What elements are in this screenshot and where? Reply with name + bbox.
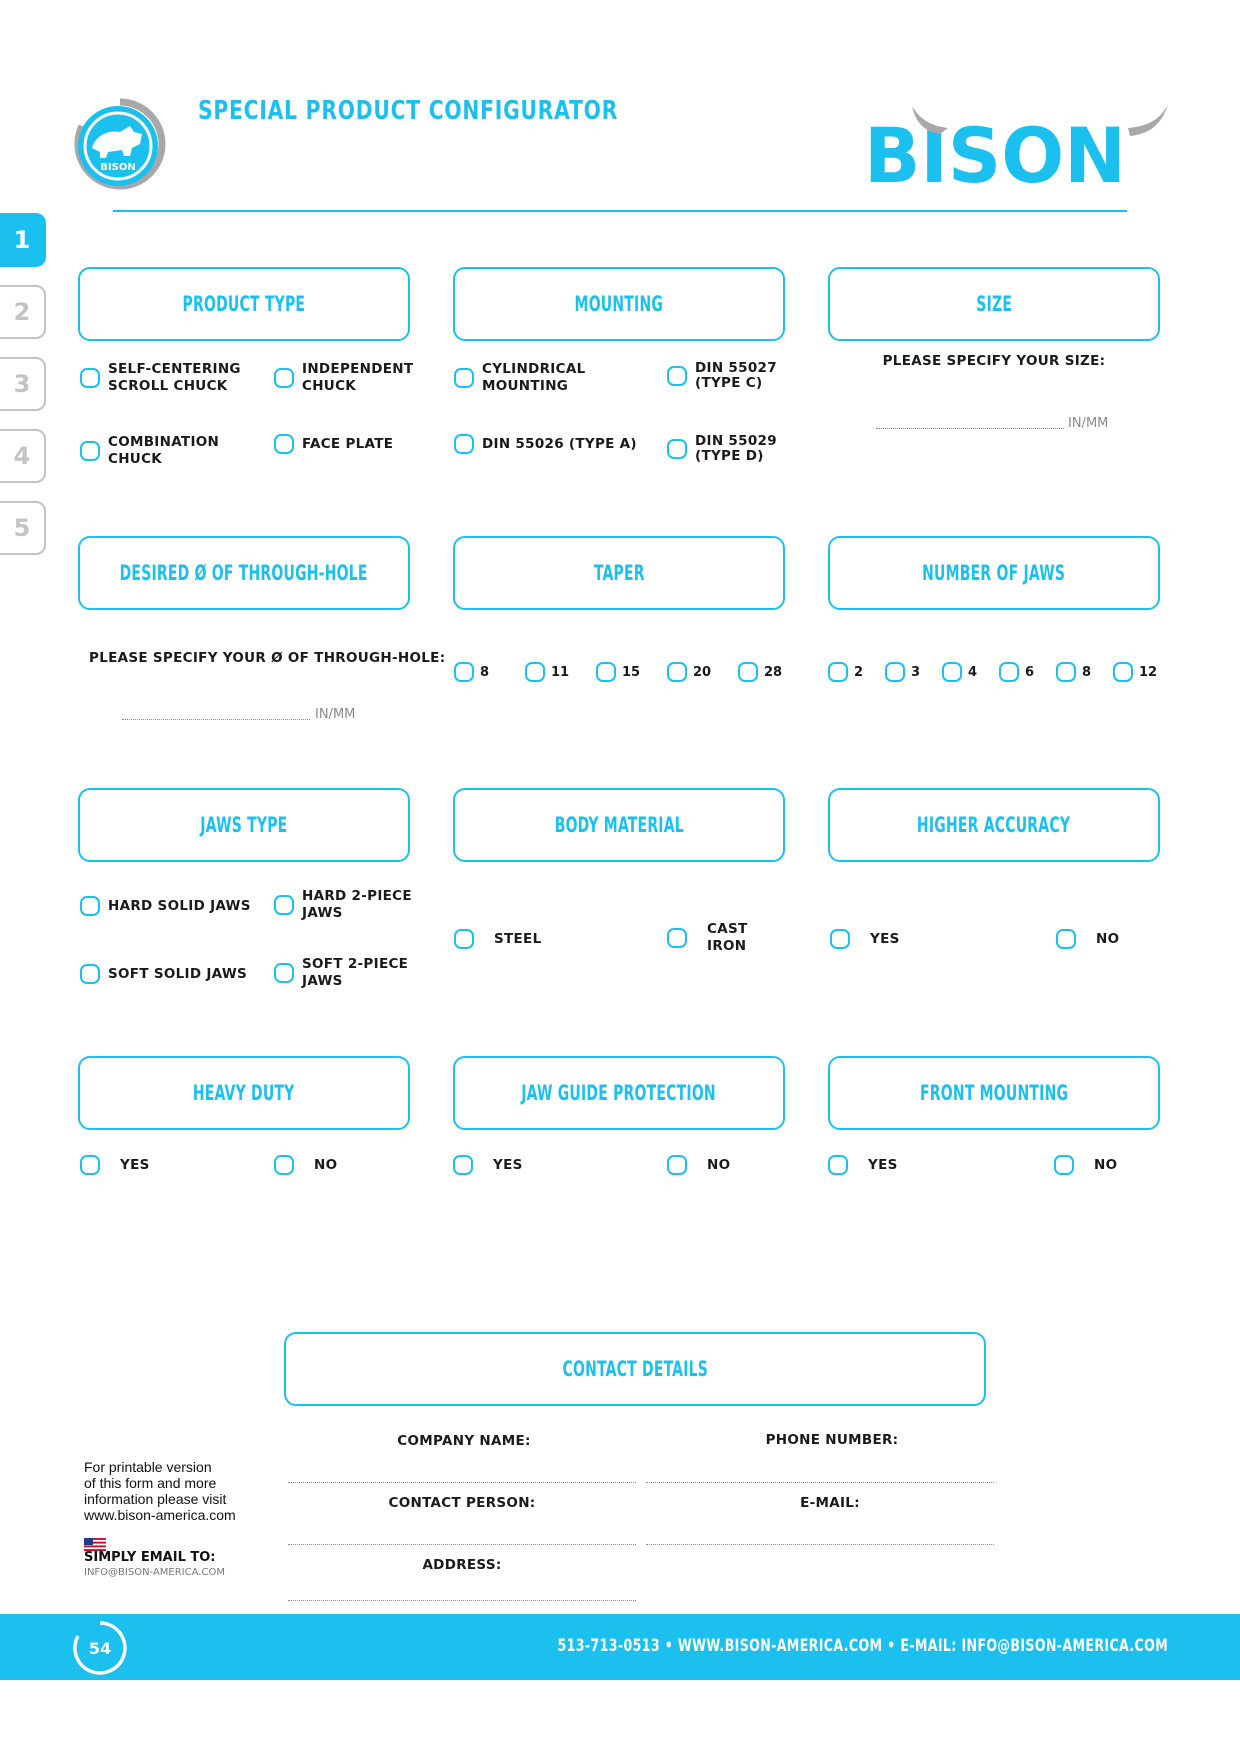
checkbox[interactable] [454, 368, 474, 388]
checkbox[interactable] [667, 662, 687, 682]
side-tab-2[interactable]: 2 [0, 285, 46, 339]
option-face-plate[interactable]: FACE PLATE [274, 434, 393, 454]
checkbox[interactable] [454, 929, 474, 949]
section-header-product-type: PRODUCT TYPE [78, 267, 410, 341]
option-soft-2-piece-jaws[interactable]: SOFT 2-PIECE JAWS [274, 956, 408, 990]
option-taper-15[interactable]: 15 [596, 662, 640, 682]
option-cast-iron[interactable]: CAST IRON [667, 921, 748, 955]
option-jaws-12[interactable]: 12 [1113, 662, 1157, 682]
checkbox[interactable] [596, 662, 616, 682]
option-din-55026[interactable]: DIN 55026 (TYPE A) [454, 434, 637, 454]
checkbox[interactable] [828, 662, 848, 682]
checkbox[interactable] [525, 662, 545, 682]
option-combination-chuck[interactable]: COMBINATION CHUCK [80, 434, 219, 468]
option-jaws-6[interactable]: 6 [999, 662, 1034, 682]
option-soft-solid-jaws[interactable]: SOFT SOLID JAWS [80, 964, 247, 984]
company-name-field[interactable] [288, 1482, 636, 1483]
checkbox[interactable] [667, 439, 687, 459]
through-hole-input-line[interactable] [122, 719, 310, 720]
checkbox[interactable] [1054, 1155, 1074, 1175]
section-header-heavy-duty: HEAVY DUTY [78, 1056, 410, 1130]
option-hard-2-piece-jaws[interactable]: HARD 2-PIECE JAWS [274, 888, 412, 922]
checkbox[interactable] [1113, 662, 1133, 682]
email-address[interactable]: INFO@BISON-AMERICA.COM [84, 1567, 225, 1578]
checkbox[interactable] [274, 368, 294, 388]
section-header-through-hole: DESIRED Ø OF THROUGH-HOLE [78, 536, 410, 610]
checkbox[interactable] [738, 662, 758, 682]
address-label: ADDRESS: [422, 1557, 502, 1573]
footer-contact-info: 513-713-0513 • WWW.BISON-AMERICA.COM • E-MAIL: INFO@BISON-AMERICA.COM [557, 1636, 1168, 1656]
contact-person-field[interactable] [288, 1544, 636, 1545]
page-number: 54 [88, 1638, 112, 1658]
option-higher-accuracy-no[interactable]: NO [1056, 929, 1119, 949]
section-header-jaws-type: JAWS TYPE [78, 788, 410, 862]
phone-number-label: PHONE NUMBER: [765, 1432, 899, 1448]
option-din-55029[interactable]: DIN 55029 (TYPE D) [667, 434, 777, 464]
option-front-mounting-no[interactable]: NO [1054, 1155, 1117, 1175]
size-input-line[interactable] [876, 428, 1064, 429]
option-jaws-4[interactable]: 4 [942, 662, 977, 682]
option-higher-accuracy-yes[interactable]: YES [830, 929, 900, 949]
brand-wordmark: BISON [864, 111, 1126, 188]
checkbox[interactable] [274, 1155, 294, 1175]
checkbox[interactable] [80, 896, 100, 916]
option-steel[interactable]: STEEL [454, 929, 541, 949]
side-tab-5[interactable]: 5 [0, 501, 46, 555]
option-jaw-guide-protection-no[interactable]: NO [667, 1155, 730, 1175]
checkbox[interactable] [999, 662, 1019, 682]
option-heavy-duty-no[interactable]: NO [274, 1155, 337, 1175]
bison-brand-logo [862, 104, 1170, 188]
email-instruction: SIMPLY EMAIL TO: [84, 1550, 216, 1565]
checkbox[interactable] [80, 441, 100, 461]
checkbox[interactable] [667, 366, 687, 386]
phone-number-field[interactable] [646, 1482, 994, 1483]
option-heavy-duty-yes[interactable]: YES [80, 1155, 150, 1175]
side-tab-1[interactable]: 1 [0, 213, 46, 267]
size-prompt: PLEASE SPECIFY YOUR SIZE: [882, 353, 1106, 369]
size-unit: IN/MM [1068, 416, 1109, 431]
page-title: SPECIAL PRODUCT CONFIGURATOR [198, 96, 619, 126]
section-header-size: SIZE [828, 267, 1160, 341]
checkbox[interactable] [1056, 662, 1076, 682]
contact-person-label: CONTACT PERSON: [388, 1495, 536, 1511]
section-header-body-material: BODY MATERIAL [453, 788, 785, 862]
printable-version-note: For printable version of this form and more information please visit www.bison-america.com [84, 1459, 236, 1523]
option-taper-8[interactable]: 8 [454, 662, 489, 682]
checkbox[interactable] [667, 928, 687, 948]
option-front-mounting-yes[interactable]: YES [828, 1155, 898, 1175]
section-header-contact-details: CONTACT DETAILS [284, 1332, 986, 1406]
checkbox[interactable] [1056, 929, 1076, 949]
option-taper-11[interactable]: 11 [525, 662, 569, 682]
address-field[interactable] [288, 1600, 636, 1601]
section-header-jaw-guide-protection: JAW GUIDE PROTECTION [453, 1056, 785, 1130]
checkbox[interactable] [274, 434, 294, 454]
option-taper-28[interactable]: 28 [738, 662, 782, 682]
checkbox[interactable] [828, 1155, 848, 1175]
section-header-taper: TAPER [453, 536, 785, 610]
checkbox[interactable] [454, 434, 474, 454]
option-din-55027[interactable]: DIN 55027 (TYPE C) [667, 361, 777, 391]
bison-emblem-logo [70, 96, 170, 192]
checkbox[interactable] [80, 1155, 100, 1175]
email-label: E-MAIL: [800, 1495, 860, 1511]
company-name-label: COMPANY NAME: [397, 1433, 531, 1449]
option-jaws-2[interactable]: 2 [828, 662, 863, 682]
checkbox[interactable] [80, 368, 100, 388]
checkbox[interactable] [667, 1155, 687, 1175]
section-header-higher-accuracy: HIGHER ACCURACY [828, 788, 1160, 862]
checkbox[interactable] [453, 1155, 473, 1175]
emblem-text: BISON [100, 162, 136, 173]
option-jaws-8[interactable]: 8 [1056, 662, 1091, 682]
option-self-centering-scroll-chuck[interactable]: SELF-CENTERING SCROLL CHUCK [80, 361, 241, 395]
option-cylindrical-mounting[interactable]: CYLINDRICAL MOUNTING [454, 361, 586, 395]
checkbox[interactable] [274, 895, 294, 915]
section-header-number-of-jaws: NUMBER OF JAWS [828, 536, 1160, 610]
checkbox[interactable] [454, 662, 474, 682]
checkbox[interactable] [830, 929, 850, 949]
side-tab-3[interactable]: 3 [0, 357, 46, 411]
section-header-mounting: MOUNTING [453, 267, 785, 341]
through-hole-prompt: PLEASE SPECIFY YOUR Ø OF THROUGH-HOLE: [89, 650, 446, 666]
option-hard-solid-jaws[interactable]: HARD SOLID JAWS [80, 896, 251, 916]
email-field[interactable] [646, 1544, 994, 1545]
option-independent-chuck[interactable]: INDEPENDENT CHUCK [274, 361, 413, 395]
option-jaws-3[interactable]: 3 [885, 662, 920, 682]
checkbox[interactable] [885, 662, 905, 682]
section-header-front-mounting: FRONT MOUNTING [828, 1056, 1160, 1130]
option-taper-20[interactable]: 20 [667, 662, 711, 682]
through-hole-unit: IN/MM [315, 707, 356, 722]
checkbox[interactable] [942, 662, 962, 682]
checkbox[interactable] [274, 963, 294, 983]
side-tab-4[interactable]: 4 [0, 429, 46, 483]
header-divider [113, 210, 1127, 212]
checkbox[interactable] [80, 964, 100, 984]
option-jaw-guide-protection-yes[interactable]: YES [453, 1155, 523, 1175]
